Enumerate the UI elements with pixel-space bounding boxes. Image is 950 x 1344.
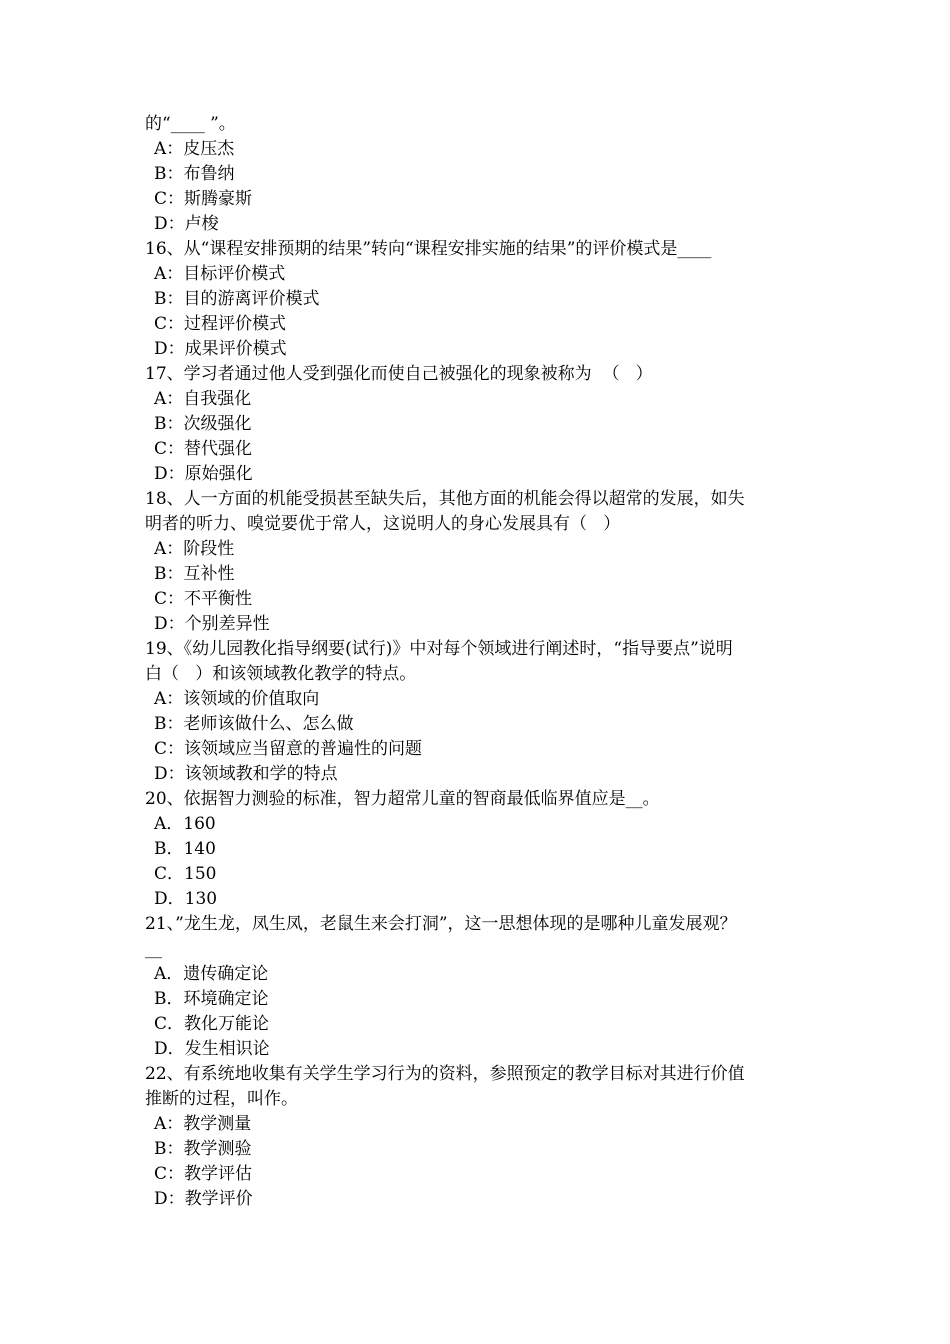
answer-option: B：教学测验 [154,1139,252,1159]
text-line: __ [145,939,162,959]
answer-option: D：该领域教和学的特点 [154,764,338,784]
answer-option: A：教学测量 [154,1114,252,1134]
answer-option: C．150 [154,864,217,884]
answer-option: D：卢梭 [154,214,219,234]
answer-option: D：教学评价 [154,1189,253,1209]
answer-option: B：互补性 [154,564,235,584]
text-line: 白（ ）和该领域教化教学的特点。 [145,664,417,684]
answer-option: D．发生相识论 [154,1039,270,1059]
answer-option: D：原始强化 [154,464,253,484]
question-text: 21、”龙生龙，凤生凤，老鼠生来会打洞”，这一思想体现的是哪种儿童发展观？ [145,914,737,934]
question-text: 17、学习者通过他人受到强化而使自己被强化的现象被称为 （ ） [145,364,653,384]
answer-option: B．140 [154,839,216,859]
answer-option: C：该领域应当留意的普遍性的问题 [154,739,423,759]
answer-option: A：该领域的价值取向 [154,689,320,709]
answer-option: C：不平衡性 [154,589,253,609]
answer-option: C．教化万能论 [154,1014,270,1034]
question-text: 19、《幼儿园教化指导纲要(试行)》中对每个领域进行阐述时，“指导要点”说明 [145,639,733,659]
answer-option: C：替代强化 [154,439,253,459]
answer-option: A．遗传确定论 [154,964,269,984]
question-text: 20、依据智力测验的标准，智力超常儿童的智商最低临界值应是__。 [145,789,660,809]
answer-option: B：次级强化 [154,414,252,434]
question-text: 18、人一方面的机能受损甚至缺失后，其他方面的机能会得以超常的发展，如失 [145,489,745,509]
answer-option: B：目的游离评价模式 [154,289,320,309]
answer-option: A：皮压杰 [154,139,235,159]
answer-option: C：过程评价模式 [154,314,287,334]
answer-option: C：斯腾豪斯 [154,189,253,209]
text-line: 推断的过程，叫作。 [145,1089,298,1109]
question-text: 22、有系统地收集有关学生学习行为的资料，参照预定的教学目标对其进行价值 [145,1064,745,1084]
answer-option: A：阶段性 [154,539,235,559]
question-text: 16、从“课程安排预期的结果”转向“课程安排实施的结果”的评价模式是____ [145,239,712,259]
answer-option: B．环境确定论 [154,989,269,1009]
text-line: 的“____ ”。 [145,114,236,134]
answer-option: B：布鲁纳 [154,164,235,184]
document-page [145,112,815,1212]
answer-option: D：个别差异性 [154,614,270,634]
answer-option: B：老师该做什么、怎么做 [154,714,354,734]
answer-option: A．160 [154,814,216,834]
answer-option: A：目标评价模式 [154,264,286,284]
answer-option: D．130 [154,889,218,909]
answer-option: C：教学评估 [154,1164,253,1184]
answer-option: A：自我强化 [154,389,252,409]
answer-option: D：成果评价模式 [154,339,287,359]
text-line: 明者的听力、嗅觉要优于常人，这说明人的身心发展具有（ ） [145,514,621,534]
